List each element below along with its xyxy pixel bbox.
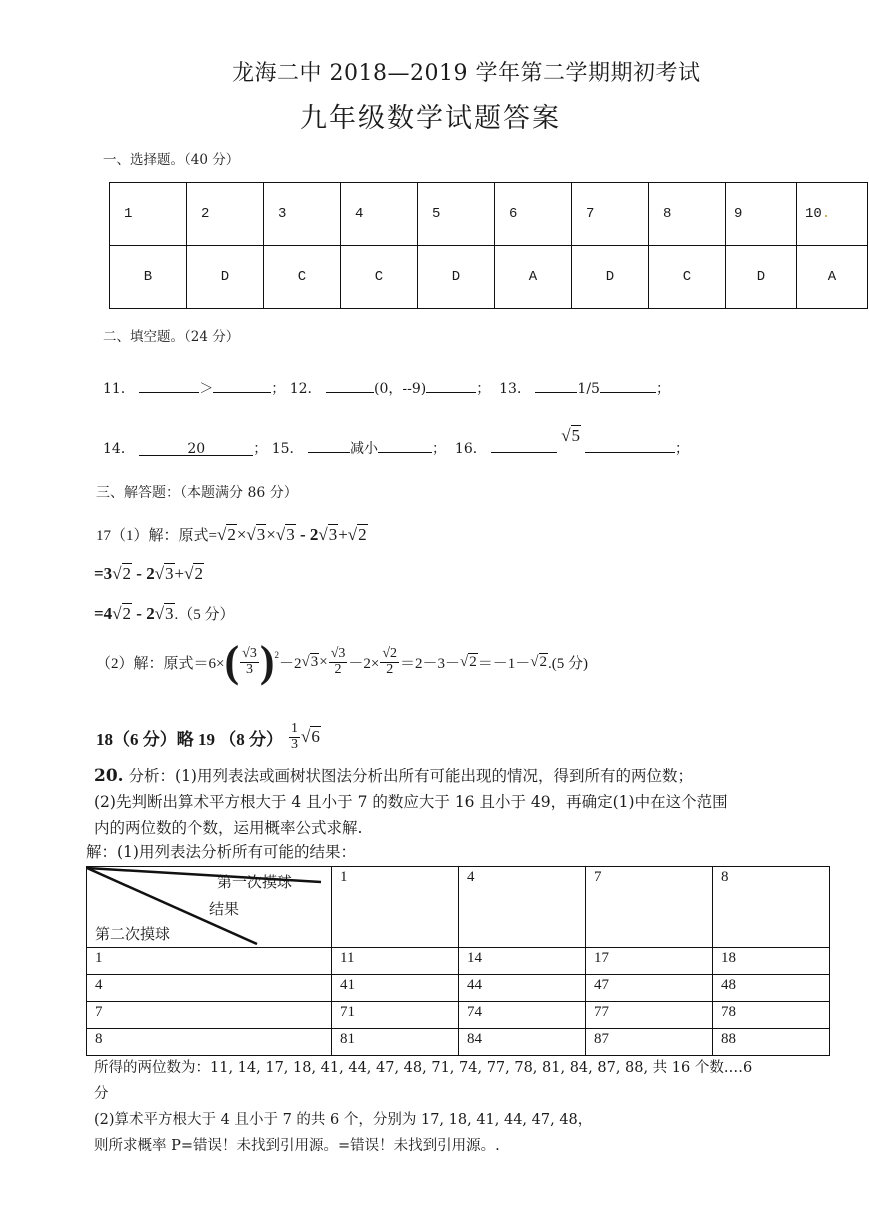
denominator: 3 <box>245 661 253 677</box>
sqrt-sign-icon: √ <box>275 525 286 544</box>
sqrt-sign-icon: √ <box>318 525 328 544</box>
radicand: 3 <box>165 564 174 583</box>
section2-heading: 二、填空题。（24 分） <box>103 329 240 345</box>
row-header: 8 <box>87 1029 332 1056</box>
radicand: 2 <box>122 564 132 583</box>
sqrt-sign-icon: √ <box>154 564 165 583</box>
table-header-row <box>87 867 830 948</box>
q15-answer: 减小 <box>350 441 379 457</box>
radicand: 2 <box>227 525 236 544</box>
table-cell: 87 <box>586 1029 713 1056</box>
operator: + <box>338 525 348 544</box>
table-cell: 88 <box>713 1029 830 1056</box>
radicand: 3 <box>328 525 338 544</box>
answer-cell: D <box>726 246 797 309</box>
sqrt-sign-icon: √ <box>184 564 194 583</box>
answer-cell: C <box>264 246 341 309</box>
sqrt-sign-icon: √ <box>347 525 358 544</box>
corner-cell <box>87 867 332 948</box>
operator: × <box>266 525 276 544</box>
sqrt-sign-icon: √ <box>112 564 122 583</box>
denominator: 2 <box>386 661 394 677</box>
operator: × <box>319 653 328 670</box>
question-number: 9 <box>726 183 797 246</box>
numerator: 3 <box>338 645 346 661</box>
q16-answer <box>561 426 581 445</box>
sqrt-sign-icon: √ <box>330 645 339 661</box>
corner-bottom-label: 第二次摸球 <box>95 927 171 943</box>
sqrt-sign-icon: √ <box>530 653 539 670</box>
answer-cell: D <box>418 246 495 309</box>
table-cell: 48 <box>713 975 830 1002</box>
column-header: 8 <box>713 867 830 948</box>
term: - 2 <box>295 525 319 544</box>
table-cell: 47 <box>586 975 713 1002</box>
answer-cell: D <box>572 246 649 309</box>
table-cell: 71 <box>332 1002 459 1029</box>
term: －2× <box>348 655 380 672</box>
table-cell: 17 <box>586 948 713 975</box>
sqrt-sign-icon: √ <box>382 645 391 661</box>
separator: ； <box>476 381 491 397</box>
row-header: 4 <box>87 975 332 1002</box>
question-number: 3 <box>264 183 341 246</box>
q18-19-line <box>96 722 321 752</box>
table-cell: 77 <box>586 1002 713 1029</box>
q20-label: 20. <box>94 766 124 786</box>
question-number: 7 <box>572 183 649 246</box>
q17-line1 <box>96 524 368 545</box>
q13-label: 13． <box>499 381 531 397</box>
section1-heading: 一、选择题。（40 分） <box>103 152 240 168</box>
radicand: 6 <box>311 727 320 747</box>
numerator: 2 <box>390 645 398 661</box>
radicand: 2 <box>194 564 203 583</box>
q17-line2 <box>94 564 204 584</box>
q16-label: 16． <box>454 441 487 457</box>
left-paren-icon: ( <box>224 637 240 686</box>
column-header: 7 <box>586 867 713 948</box>
exam-subtitle: 九年级数学试题答案 <box>300 103 561 134</box>
numerator: 1 <box>291 721 298 736</box>
fraction <box>380 647 399 677</box>
denominator: 3 <box>291 736 298 752</box>
q13-answer: 1/5 <box>577 381 600 397</box>
table-row <box>87 1002 830 1029</box>
question-number: 1 <box>110 183 187 246</box>
separator: ； <box>271 381 286 397</box>
blank <box>326 378 374 393</box>
blank <box>213 378 271 393</box>
score-note: .(5 分) <box>548 655 589 672</box>
blank <box>139 378 199 393</box>
q20-result-1-cont: 分 <box>94 1086 109 1102</box>
term: =3 <box>94 564 113 583</box>
blank <box>585 438 675 453</box>
question-number: 6 <box>495 183 572 246</box>
analysis-text: 分析：(1)用列表法或画树状图法分析出所有可能出现的情况，得到所有的两位数； <box>128 767 693 785</box>
right-paren-icon: ) <box>259 637 275 686</box>
question-number-row <box>110 183 868 246</box>
q17-line3 <box>94 603 235 624</box>
exam-title: 龙海二中 2018—2019 学年第二学期期初考试 <box>232 61 701 86</box>
q12-label: 12． <box>289 381 322 397</box>
numerator: 3 <box>249 645 257 661</box>
answer-cell: C <box>649 246 726 309</box>
radicand: 2 <box>122 604 132 623</box>
term: ＝－1－ <box>477 655 531 672</box>
q14-answer: 20 <box>187 441 206 457</box>
probability-table <box>86 866 830 1056</box>
radicand: 2 <box>469 653 477 670</box>
term: ＝2－3－ <box>400 655 461 672</box>
table-cell: 81 <box>332 1029 459 1056</box>
separator: ； <box>675 441 690 457</box>
q17-part2 <box>96 637 589 686</box>
separator: ； <box>253 441 268 457</box>
sqrt-sign-icon: √ <box>301 653 310 670</box>
separator: ； <box>655 381 670 397</box>
sqrt-sign-icon: √ <box>301 727 311 747</box>
separator: ； <box>432 441 447 457</box>
q20-analysis-3: 内的两位数的个数，运用概率公式求解. <box>94 819 363 837</box>
score-note: .（5 分） <box>174 607 235 623</box>
section3-heading: 三、解答题：（本题满分 86 分） <box>96 485 298 501</box>
table-cell: 74 <box>459 1002 586 1029</box>
answer-row <box>110 246 868 309</box>
blank <box>426 378 476 393</box>
column-header: 4 <box>459 867 586 948</box>
sqrt-sign-icon: √ <box>216 525 227 544</box>
multiple-choice-table <box>109 182 868 309</box>
q11-label: 11． <box>103 381 135 397</box>
q20-analysis-1 <box>94 763 693 789</box>
table-row <box>87 948 830 975</box>
part2-prefix: （2）解：原式＝6× <box>96 655 225 672</box>
table-cell: 11 <box>332 948 459 975</box>
q20-result-3: 则所求概率 P=错误！未找到引用源。=错误！未找到引用源。. <box>94 1138 500 1154</box>
row-header: 7 <box>87 1002 332 1029</box>
table-cell: 18 <box>713 948 830 975</box>
blank <box>378 438 432 453</box>
q20-result-1: 所得的两位数为：11, 14, 17, 18, 41, 44, 47, 48, 71, 74, 77, 78, 81, 84, 87, 88, 共 16 个数.…6 <box>94 1060 753 1076</box>
sqrt-sign-icon: √ <box>154 604 165 623</box>
trailing-dot: . <box>821 206 831 222</box>
q20-result-2: (2)算术平方根大于 4 且小于 7 的共 6 个，分别为 17, 18, 41, 44, 47, 48， <box>94 1112 593 1128</box>
sqrt-sign-icon: √ <box>561 426 571 445</box>
q12-answer: (0，--9) <box>374 381 427 397</box>
fill-blank-row-1 <box>103 378 670 398</box>
answer-cell: D <box>187 246 264 309</box>
blank <box>535 378 577 393</box>
term: - 2 <box>132 604 155 623</box>
table-cell: 14 <box>459 948 586 975</box>
blank <box>308 438 350 453</box>
term: - 2 <box>132 564 155 583</box>
answer-cell: B <box>110 246 187 309</box>
radicand: 3 <box>165 604 174 623</box>
fill-blank-row-2 <box>103 426 690 458</box>
exponent: 2 <box>274 650 279 660</box>
q11-answer: ＞ <box>199 381 214 397</box>
row-header: 1 <box>87 948 332 975</box>
operator: × <box>236 525 247 544</box>
answer-cell: A <box>797 246 868 309</box>
q14-label: 14． <box>103 441 135 457</box>
blank <box>491 438 557 453</box>
fraction <box>329 647 348 677</box>
term: =4 <box>94 604 113 623</box>
fraction <box>240 647 259 677</box>
corner-mid-label: 结果 <box>209 902 240 918</box>
q17-prefix: 17（1）解：原式= <box>96 528 217 544</box>
denominator: 2 <box>334 661 342 677</box>
table-row <box>87 975 830 1002</box>
radicand: 5 <box>571 426 581 445</box>
term: －2 <box>278 655 302 672</box>
operator: + <box>174 564 185 583</box>
q20-solution-intro: 解：(1)用列表法分析所有可能的结果： <box>86 843 356 861</box>
question-number: 5 <box>418 183 495 246</box>
table-cell: 78 <box>713 1002 830 1029</box>
sqrt-sign-icon: √ <box>246 525 256 544</box>
question-number: 10 <box>805 206 822 222</box>
question-number: 2 <box>187 183 264 246</box>
answer-cell: A <box>495 246 572 309</box>
question-number: 4 <box>341 183 418 246</box>
q18-19-text: 18（6 分）略 19 （8 分） <box>96 729 283 749</box>
radicand: 3 <box>256 525 266 544</box>
question-number-last <box>797 183 868 246</box>
sqrt-sign-icon: √ <box>460 653 469 670</box>
radicand: 3 <box>286 525 295 544</box>
answer-cell: C <box>341 246 418 309</box>
column-header: 1 <box>332 867 459 948</box>
sqrt-sign-icon: √ <box>112 604 122 623</box>
fraction <box>289 722 300 752</box>
sqrt-sign-icon: √ <box>242 645 250 661</box>
table-cell: 41 <box>332 975 459 1002</box>
table-row <box>87 1029 830 1056</box>
radicand: 3 <box>310 653 319 670</box>
table-cell: 84 <box>459 1029 586 1056</box>
corner-top-label: 第一次摸球 <box>217 875 293 891</box>
table-cell: 44 <box>459 975 586 1002</box>
question-number: 8 <box>649 183 726 246</box>
q15-label: 15． <box>271 441 304 457</box>
radicand: 2 <box>358 525 367 544</box>
q20-analysis-2: (2)先判断出算术平方根大于 4 且小于 7 的数应大于 16 且小于 49，再确定(1)中在这个范围 <box>94 793 728 811</box>
blank-with-answer <box>139 441 253 456</box>
blank <box>600 378 656 393</box>
radicand: 2 <box>539 653 548 670</box>
